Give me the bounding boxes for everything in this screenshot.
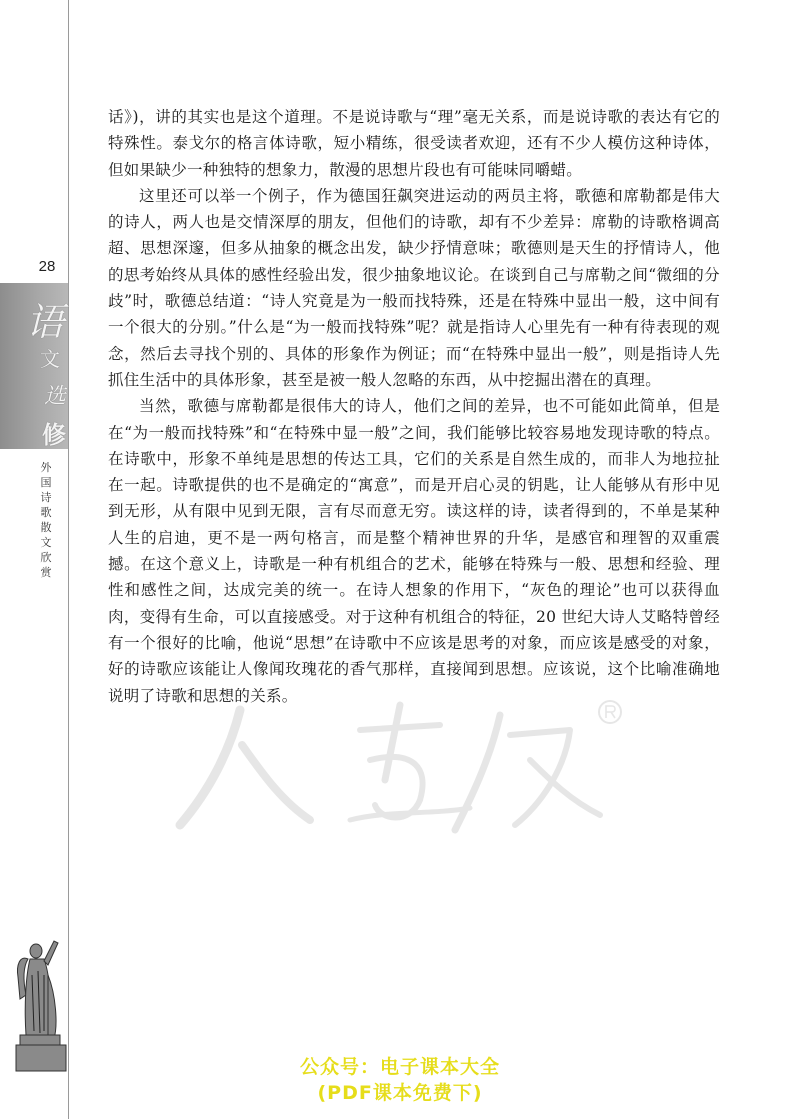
section-tab bbox=[0, 283, 68, 449]
section-tab-char-3: 选 bbox=[44, 384, 67, 409]
statue-illustration bbox=[14, 935, 70, 1075]
publisher-logo-watermark bbox=[170, 690, 650, 840]
paragraph-2: 这里还可以举一个例子，作为德国狂飙突进运动的两员主将，歌德和席勒都是伟大的诗人，两人也是交情深厚的朋友，但他们的诗歌，却有不少差异：席勒的诗歌格调高超、思想深邃，但多从抽象的概念出发，缺少抒情意味；歌德则是天生的抒情诗人，他的思考始终从具体的感性经验出发，很少抽象地议论。在谈到自己与席勒之间“微细的分歧”时，歌德总结道：“诗人究竟是为一般而找特殊，还是在特殊中显出一般，这中间有一个很大的分别。”什么是“为一般而找特殊”呢？就是指诗人心里先有一种有待表现的观念，然后去寻找个别的、具体的形象作为例证；而“在特殊中显出一般”，则是指诗人先抓住生活中的具体形象，甚至是被一般人忽略的东西，从中挖掘出潜在的真理。 bbox=[108, 186, 720, 389]
page-number: 28 bbox=[38, 258, 56, 275]
footer-ad-line-1: 公众号：电子课本大全 bbox=[299, 1056, 500, 1078]
footer-ad-line-2: (PDF课本免费下) bbox=[317, 1082, 483, 1104]
paragraph-1: 话》)，讲的其实也是这个道理。不是说诗歌与“理”毫无关系，而是说诗歌的表达有它的特殊性。泰戈尔的格言体诗歌，短小精练，很受读者欢迎，还有不少人模仿这种诗体，但如果缺少一种独特的想象力，散漫的思想片段也有可能味同嚼蜡。 bbox=[108, 108, 720, 179]
book-subtitle: 外国诗歌散文欣赏 bbox=[40, 461, 52, 579]
section-tab-char-2: 文 bbox=[40, 347, 60, 371]
paragraph-3: 当然，歌德与席勒都是很伟大的诗人，他们之间的差异，也不可能如此简单，但是在“为一般而找特殊”和“在特殊中显一般”之间，我们能够比较容易地发现诗歌的特点。在诗歌中，形象不单纯是思想的传达工具，它们的关系是自然生成的，而非人为地拉扯在一起。诗歌提供的也不是确定的“寓意”，而是开启心灵的钥匙，让人能够从有形中见到无形，从有限中见到无限，言有尽而意无穷。读这样的诗，读者得到的，不单是某种人生的启迪，更不是一两句格言，而是整个精神世界的升华，是感官和理智的双重震撼。在这个意义上，诗歌是一种有机组合的艺术，能够在特殊与一般、思想和经验、理性和感性之间，达成完美的统一。在诗人想象的作用下，“灰色的理论”也可以获得血肉，变得有生命，可以直接感受。对于这种有机组合的特征，20 世纪大诗人艾略特曾经有一个很好的比喻，他说“思想”在诗歌中不应该是思考的对象，而应该是感受的对象，好的诗歌应该能让人像闻玫瑰花的香气那样，直接闻到思想。应该说，这个比喻准确地说明了诗歌和思想的关系。 bbox=[108, 397, 720, 705]
section-tab-char-1: 语 bbox=[26, 300, 65, 344]
section-tab-char-4: 修 bbox=[42, 420, 66, 449]
body-text bbox=[108, 104, 720, 709]
